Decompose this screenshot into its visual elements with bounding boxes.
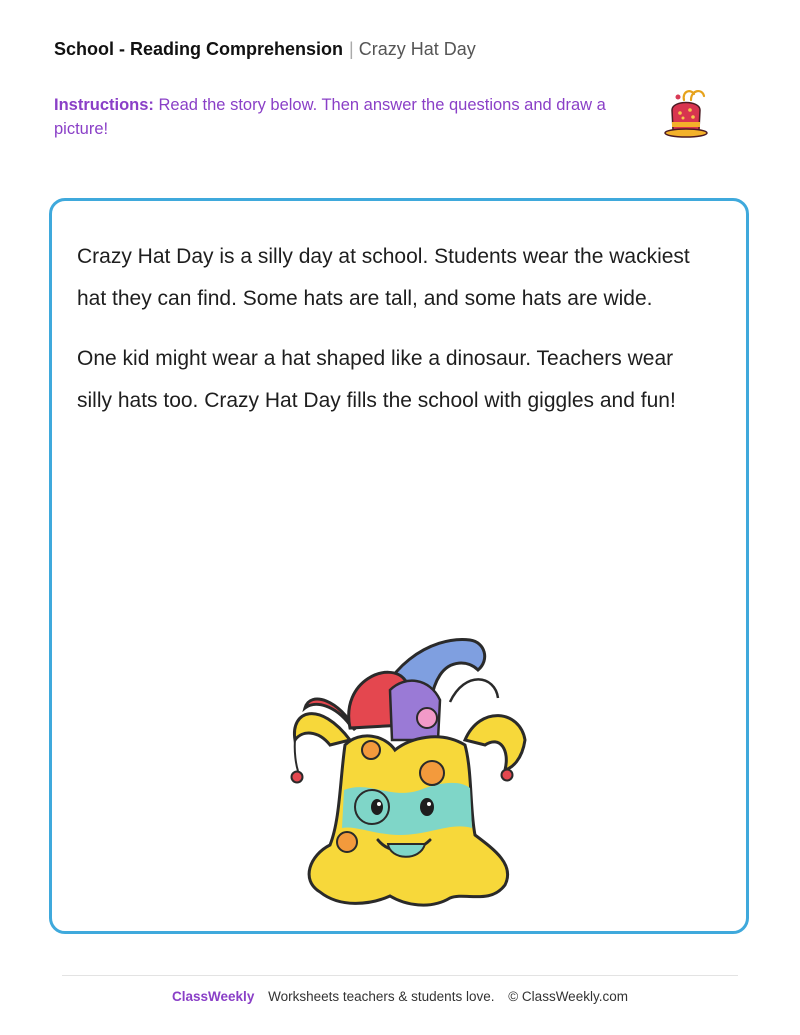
worksheet-subject: School - Reading Comprehension <box>54 39 344 59</box>
instructions-label: Instructions: <box>54 96 154 114</box>
story-text <box>77 236 697 440</box>
story-paragraph-2: One kid might wear a hat shaped like a dinosaur. Teachers wear silly hats too. Crazy Hat Day fills the school with giggles and fun! <box>77 347 676 412</box>
footer-brand: ClassWeekly <box>172 989 255 1004</box>
top-hat-icon <box>660 86 714 144</box>
footer <box>0 989 800 1004</box>
footer-copyright: © ClassWeekly.com <box>508 989 628 1004</box>
footer-divider <box>62 975 738 976</box>
instructions <box>54 93 614 141</box>
page-header <box>54 37 476 61</box>
jester-hat-illustration <box>280 630 540 920</box>
header-separator: | <box>349 39 354 59</box>
story-paragraph-1: Crazy Hat Day is a silly day at school. Students wear the wackiest hat they can find. Some hats are tall, and some hats are wide. <box>77 245 690 310</box>
instructions-text: Read the story below. Then answer the questions and draw a picture! <box>54 96 606 138</box>
worksheet-topic: Crazy Hat Day <box>358 39 476 59</box>
footer-tagline: Worksheets teachers & students love. <box>268 989 495 1004</box>
